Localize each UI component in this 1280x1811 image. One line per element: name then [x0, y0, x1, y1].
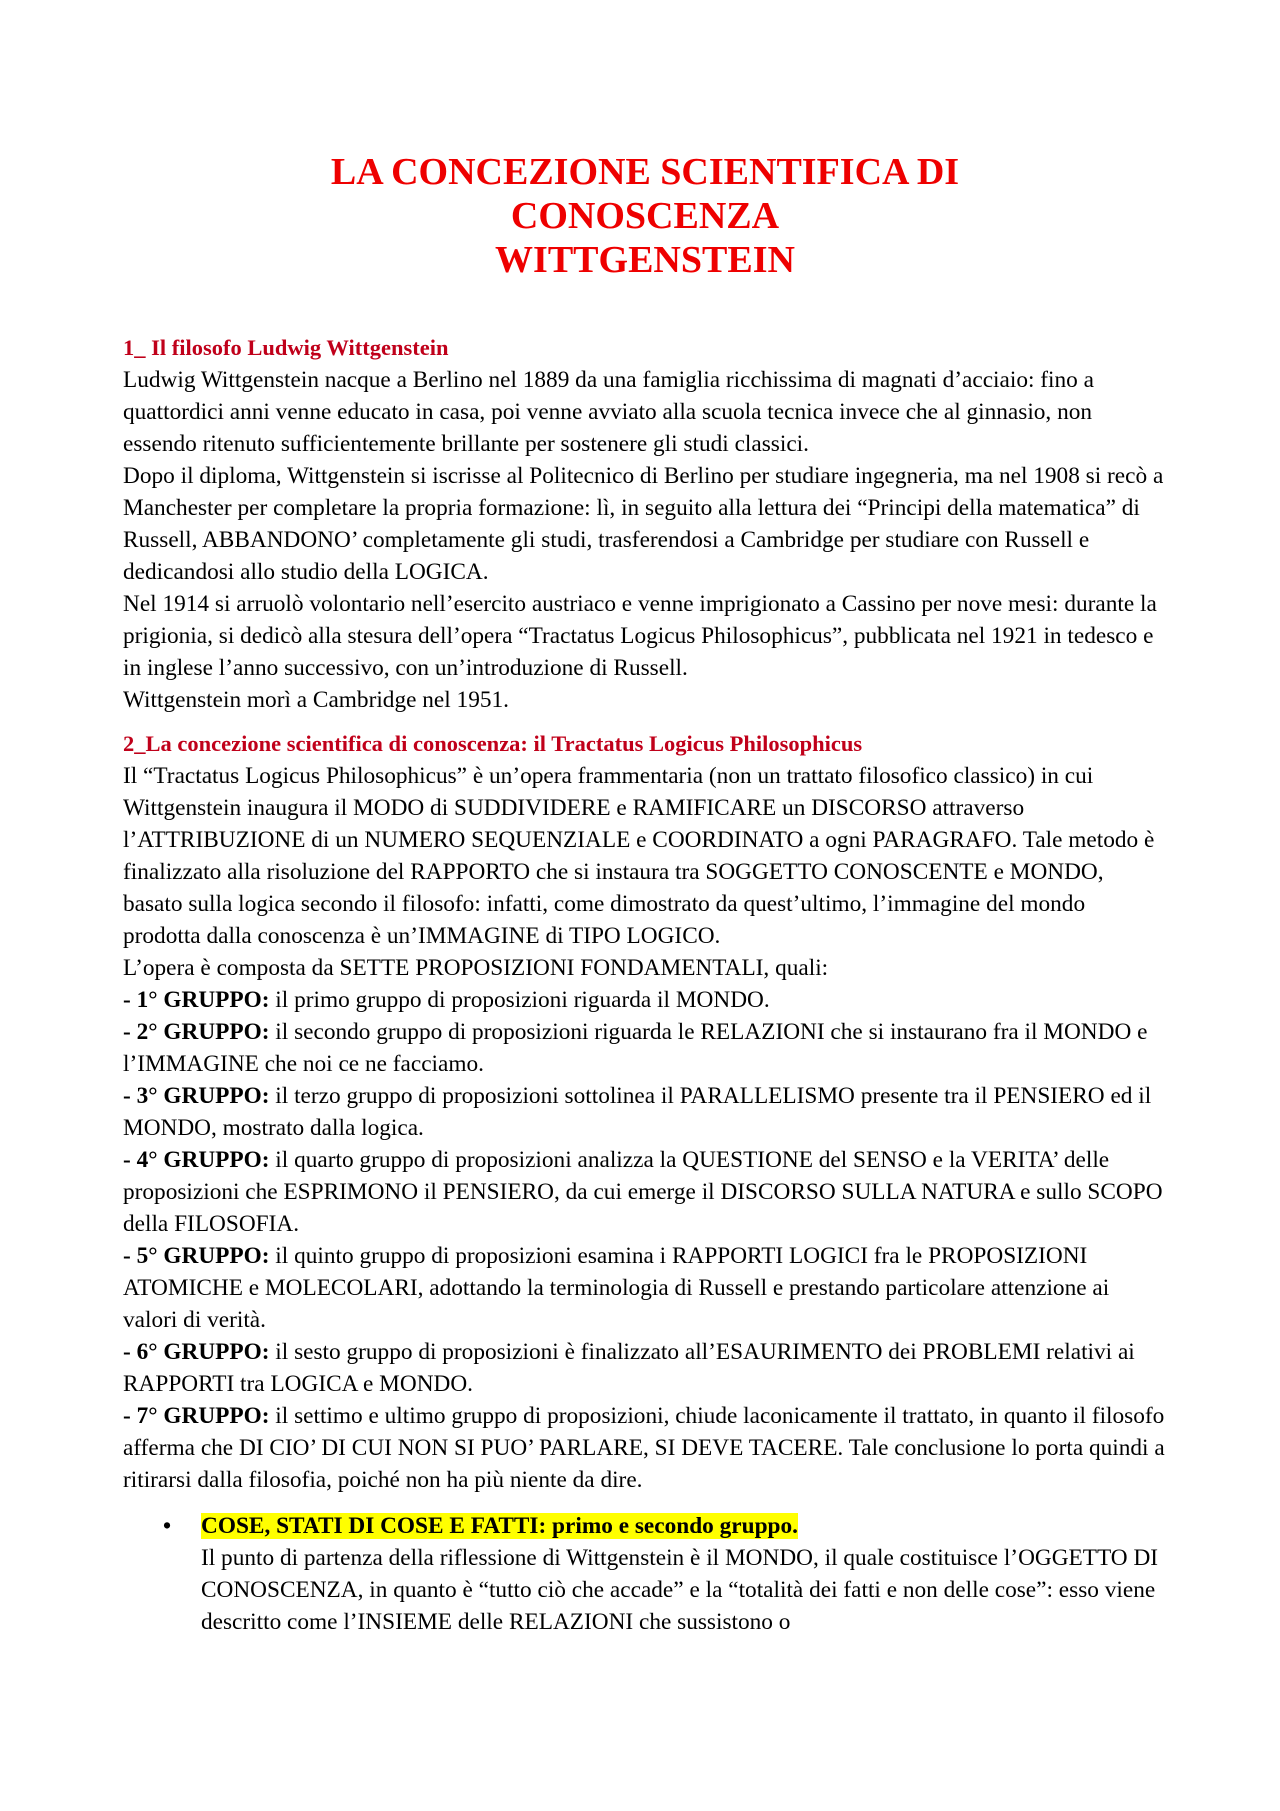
- section-2-heading: 2_La concezione scientifica di conoscenza: il Tractatus Logicus Philosophicus: [123, 731, 863, 756]
- section-1-paragraph-1: Ludwig Wittgenstein nacque a Berlino nel 1889 da una famiglia ricchissima di magnati d’acciaio: fino a quattordici anni venne educato in casa, poi venne avviato alla scuola tecnica invece che al ginnasio, non essendo ritenuto sufficientemente brillante per sostenere gli studi classici.: [123, 367, 1094, 457]
- group-text: il settimo e ultimo gruppo di proposizioni, chiude laconicamente il trattato, in quanto il filosofo afferma che DI CIO’ DI CUI NON SI PUO’ PARLARE, SI DEVE TACERE. Tale conclusione lo porta quindi a ritirarsi dalla filosofia, poiché non ha più niente da dire.: [123, 1403, 1165, 1493]
- document-title: [123, 150, 1167, 282]
- group-label: - 4° GRUPPO:: [123, 1147, 270, 1173]
- group-text: il quarto gruppo di proposizioni analizza la QUESTIONE del SENSO e la VERITA’ delle proposizioni che ESPRIMONO il PENSIERO, da cui emerge il DISCORSO SULLA NATURA e sullo SCOPO della FILOSOFIA.: [123, 1147, 1163, 1237]
- group-text: il primo gruppo di proposizioni riguarda il MONDO.: [269, 987, 770, 1013]
- group-item-2: [123, 1016, 1167, 1080]
- section-1-heading: 1_ Il filosofo Ludwig Wittgenstein: [123, 335, 449, 360]
- group-item-1: [123, 984, 1167, 1016]
- title-line-2: CONOSCENZA: [510, 195, 780, 237]
- group-label: - 1° GRUPPO:: [123, 987, 270, 1013]
- title-line-1: LA CONCEZIONE SCIENTIFICA DI: [330, 151, 960, 193]
- group-item-5: [123, 1240, 1167, 1336]
- group-label: - 7° GRUPPO:: [123, 1403, 270, 1429]
- group-label: - 5° GRUPPO:: [123, 1243, 270, 1269]
- bullet-icon: •: [163, 1513, 172, 1538]
- group-item-7: [123, 1400, 1167, 1496]
- group-text: il terzo gruppo di proposizioni sottolinea il PARALLELISMO presente tra il PENSIERO ed il MONDO, mostrato dalla logica.: [123, 1083, 1152, 1141]
- bullet-title-highlighted: COSE, STATI DI COSE E FATTI: primo e secondo gruppo.: [201, 1513, 798, 1539]
- section-2-paragraph-2: L’opera è composta da SETTE PROPOSIZIONI FONDAMENTALI, quali:: [123, 955, 829, 981]
- title-line-3: WITTGENSTEIN: [495, 239, 795, 281]
- group-label: - 3° GRUPPO:: [123, 1083, 270, 1109]
- group-label: - 2° GRUPPO:: [123, 1019, 270, 1045]
- group-item-3: [123, 1080, 1167, 1144]
- bullet-body: Il punto di partenza della riflessione di Wittgenstein è il MONDO, il quale costituisce l’OGGETTO DI CONOSCENZA, in quanto è “tutto ciò che accade” e la “totalità dei fatti e non delle cose”: esso viene descritto come l’INSIEME delle RELAZIONI che sussistono o: [201, 1545, 1159, 1635]
- group-label: - 6° GRUPPO:: [123, 1339, 270, 1365]
- group-item-6: [123, 1336, 1167, 1400]
- group-item-4: [123, 1144, 1167, 1240]
- section-2-paragraph-1: Il “Tractatus Logicus Philosophicus” è un’opera frammentaria (non un trattato filosofico classico) in cui Wittgenstein inaugura il MODO di SUDDIVIDERE e RAMIFICARE un DISCORSO attraverso l’ATTRIBUZIONE di un NUMERO SEQUENZIALE e COORDINATO a ogni PARAGRAFO. Tale metodo è finalizzato alla risoluzione del RAPPORTO che si instaura tra SOGGETTO CONOSCENTE e MONDO, basato sulla logica secondo il filosofo: infatti, come dimostrato da quest’ultimo, l’immagine del mondo prodotta dalla conoscenza è un’IMMAGINE di TIPO LOGICO.: [123, 763, 1155, 949]
- section-1-paragraph-2: Dopo il diploma, Wittgenstein si iscrisse al Politecnico di Berlino per studiare ingegneria, ma nel 1908 si recò a Manchester per completare la propria formazione: lì, in seguito alla lettura dei “Principi della matematica” di Russell, ABBANDONO’ completamente gli studi, trasferendosi a Cambridge per studiare con Russell e dedicandosi allo studio della LOGICA.: [123, 463, 1164, 585]
- group-text: il quinto gruppo di proposizioni esamina i RAPPORTI LOGICI fra le PROPOSIZIONI ATOMICHE e MOLECOLARI, adottando la terminologia di Russell e prestando particolare attenzione ai valori di verità.: [123, 1243, 1110, 1333]
- section-1-paragraph-3: Nel 1914 si arruolò volontario nell’esercito austriaco e venne imprigionato a Cassino per nove mesi: durante la prigionia, si dedicò alla stesura dell’opera “Tractatus Logicus Philosophicus”, pubblicata nel 1921 in tedesco e in inglese l’anno successivo, con un’introduzione di Russell.: [123, 591, 1157, 681]
- document-page: [123, 150, 1167, 1638]
- group-text: il secondo gruppo di proposizioni riguarda le RELAZIONI che si instaurano fra il MONDO e l’IMMAGINE che noi ce ne facciamo.: [123, 1019, 1148, 1077]
- group-text: il sesto gruppo di proposizioni è finalizzato all’ESAURIMENTO dei PROBLEMI relativi ai RAPPORTI tra LOGICA e MONDO.: [123, 1339, 1135, 1397]
- bullet-section: [123, 1510, 1167, 1638]
- section-1-paragraph-4: Wittgenstein morì a Cambridge nel 1951.: [123, 687, 509, 713]
